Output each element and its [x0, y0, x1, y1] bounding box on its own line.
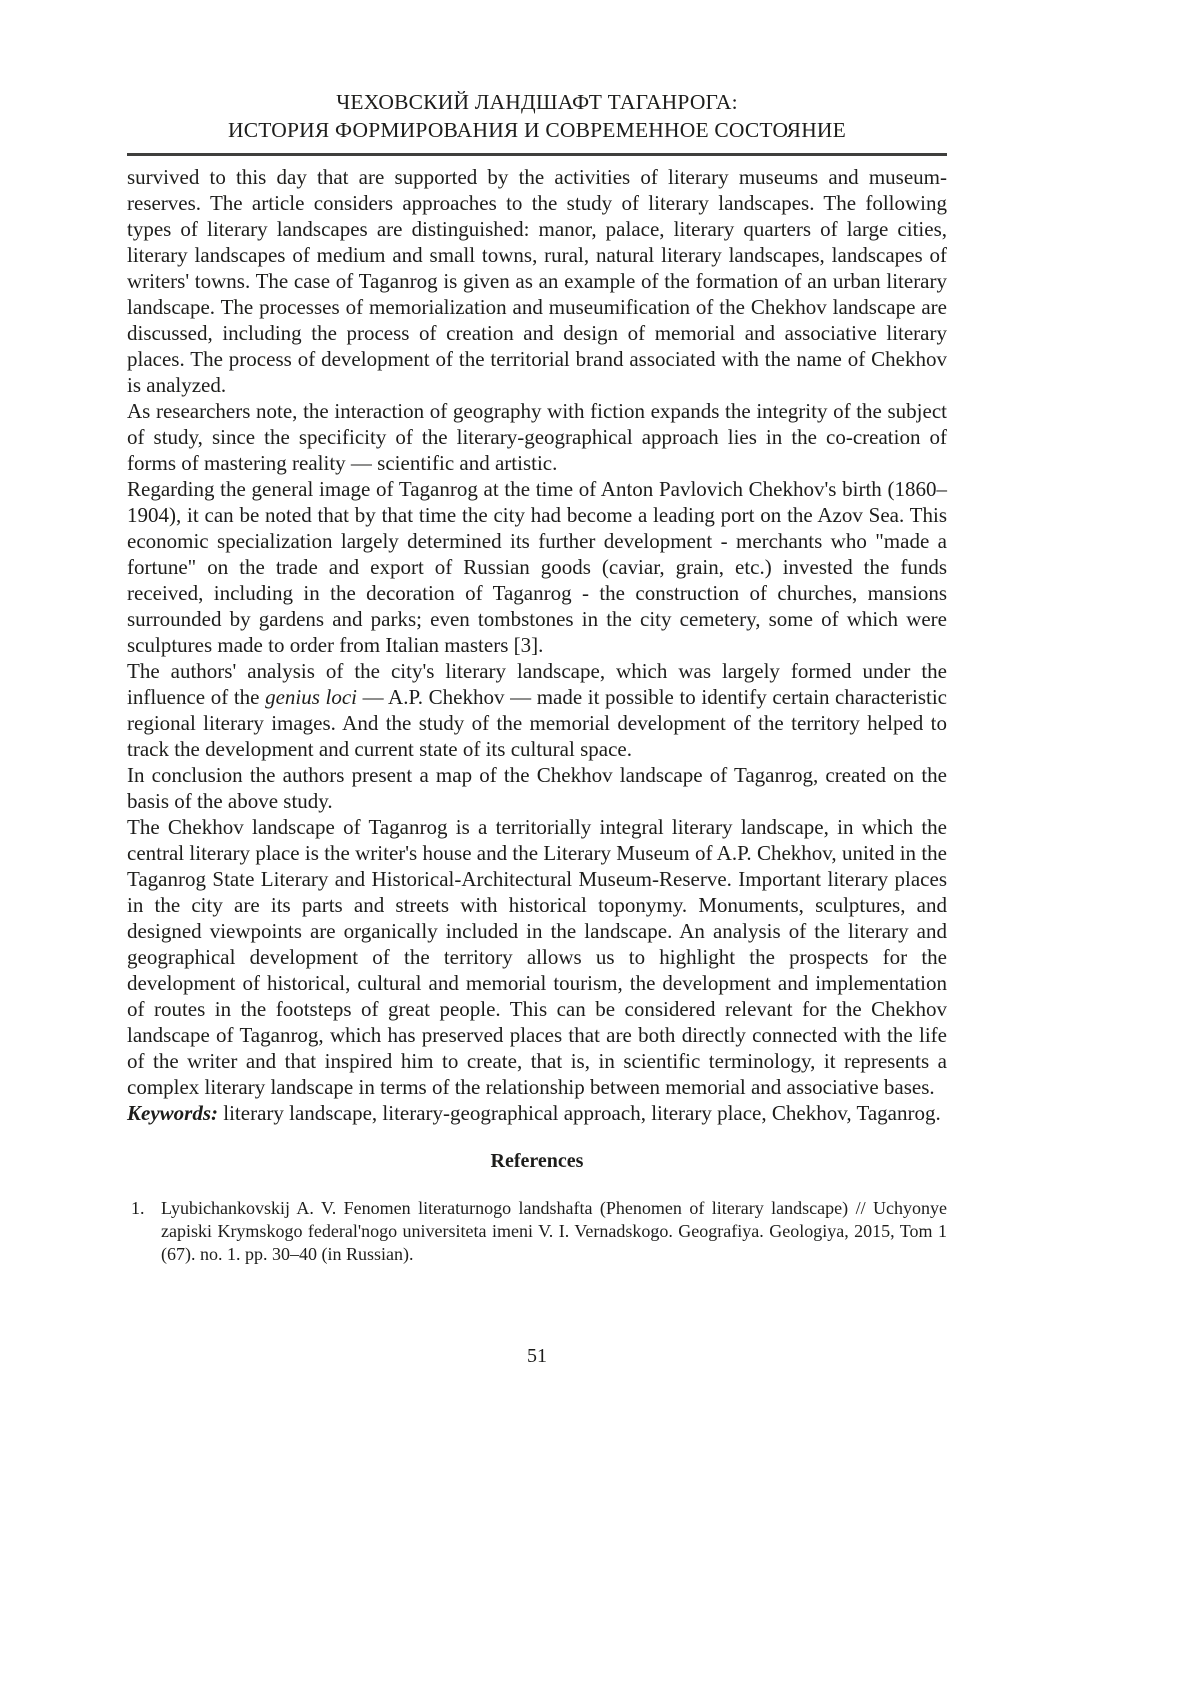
- abstract-paragraph-4: [127, 658, 947, 762]
- references-heading: References: [490, 1150, 584, 1172]
- references-section: [127, 1150, 947, 1266]
- keywords-list: literary landscape, literary-geographical approach, literary place, Chekhov, Taganrog.: [218, 1101, 941, 1125]
- abstract-paragraph-3: Regarding the general image of Taganrog at the time of Anton Pavlovich Chekhov's birth (1860–1904), it can be noted that by that time the city had become a leading port on the Azov Sea. This economic specialization largely determined its further development - merchants who "made a fortune" on the trade and export of Russian goods (caviar, grain, etc.) invested the funds received, including in the decoration of Taganrog - the construction of churches, mansions surrounded by gardens and parks; even tombstones in the city cemetery, some of which were sculptures made to order from Italian masters [3].: [127, 477, 947, 657]
- title-line-2: ИСТОРИЯ ФОРМИРОВАНИЯ И СОВРЕМЕННОЕ СОСТОЯНИЕ: [227, 118, 846, 142]
- reference-citation: Lyubichankovskij A. V. Fenomen literaturnogo landshafta (Phenomen of literary landscape) // Uchyonye zapiski Krymskogo federal'nogo universiteta imeni V. I. Vernadskogo. Geografiya. Geologiya, 2015, Tom 1 (67). no. 1. pp. 30–40 (in Russian).: [161, 1198, 947, 1264]
- abstract-paragraph-5: In conclusion the authors present a map of the Chekhov landscape of Taganrog, created on the basis of the above study.: [127, 763, 947, 813]
- article-header: [127, 88, 947, 156]
- page-number: 51: [527, 1345, 547, 1367]
- title-divider: [127, 153, 947, 156]
- paragraph-4-text-before: The authors' analysis of the city's literary landscape, which was largely formed under the influence of the: [127, 659, 947, 709]
- title-line-1: ЧЕХОВСКИЙ ЛАНДШАФТ ТАГАНРОГА:: [336, 90, 738, 114]
- abstract-paragraph-1: survived to this day that are supported by the activities of literary museums and museum-reserves. The article considers approaches to the study of literary landscapes. The following types of literary landscapes are distinguished: manor, palace, literary quarters of large cities, literary landscapes of medium and small towns, rural, natural literary landscapes, landscapes of writers' towns. The case of Taganrog is given as an example of the formation of an urban literary landscape. The processes of memorialization and museumification of the Chekhov landscape are discussed, including the process of creation and design of memorial and associative literary places. The process of development of the territorial brand associated with the name of Chekhov is analyzed.: [127, 165, 947, 397]
- content-area: [127, 88, 947, 1266]
- page-title: [127, 88, 947, 144]
- abstract-body: [127, 164, 947, 1126]
- abstract-paragraph-6: The Chekhov landscape of Taganrog is a territorially integral literary landscape, in which the central literary place is the writer's house and the Literary Museum of A.P. Chekhov, united in the Taganrog State Literary and Historical-Architectural Museum-Reserve. Important literary places in the city are its parts and streets with historical toponymy. Monuments, sculptures, and designed viewpoints are organically included in the landscape. An analysis of the literary and geographical development of the territory allows us to highlight the prospects for the development of historical, cultural and memorial tourism, the development and implementation of routes in the footsteps of great people. This can be considered relevant for the Chekhov landscape of Taganrog, which has preserved places that are both directly connected with the life of the writer and that inspired him to create, that is, in scientific terminology, it represents a complex literary landscape in terms of the relationship between memorial and associative bases.: [127, 815, 947, 1099]
- reference-number: 1.: [131, 1198, 145, 1218]
- keywords-paragraph: [127, 1100, 947, 1126]
- reference-item: [127, 1197, 947, 1266]
- genius-loci-phrase: genius loci: [265, 685, 357, 709]
- keywords-label: Keywords:: [127, 1101, 218, 1125]
- abstract-paragraph-2: As researchers note, the interaction of geography with fiction expands the integrity of the subject of study, since the specificity of the literary-geographical approach lies in the co-creation of forms of mastering reality — scientific and artistic.: [127, 399, 947, 475]
- paragraph-4-text-after: — A.P. Chekhov — made it possible to identify certain characteristic regional literary images. And the study of the memorial development of the territory helped to track the development and current state of its cultural space.: [127, 685, 947, 761]
